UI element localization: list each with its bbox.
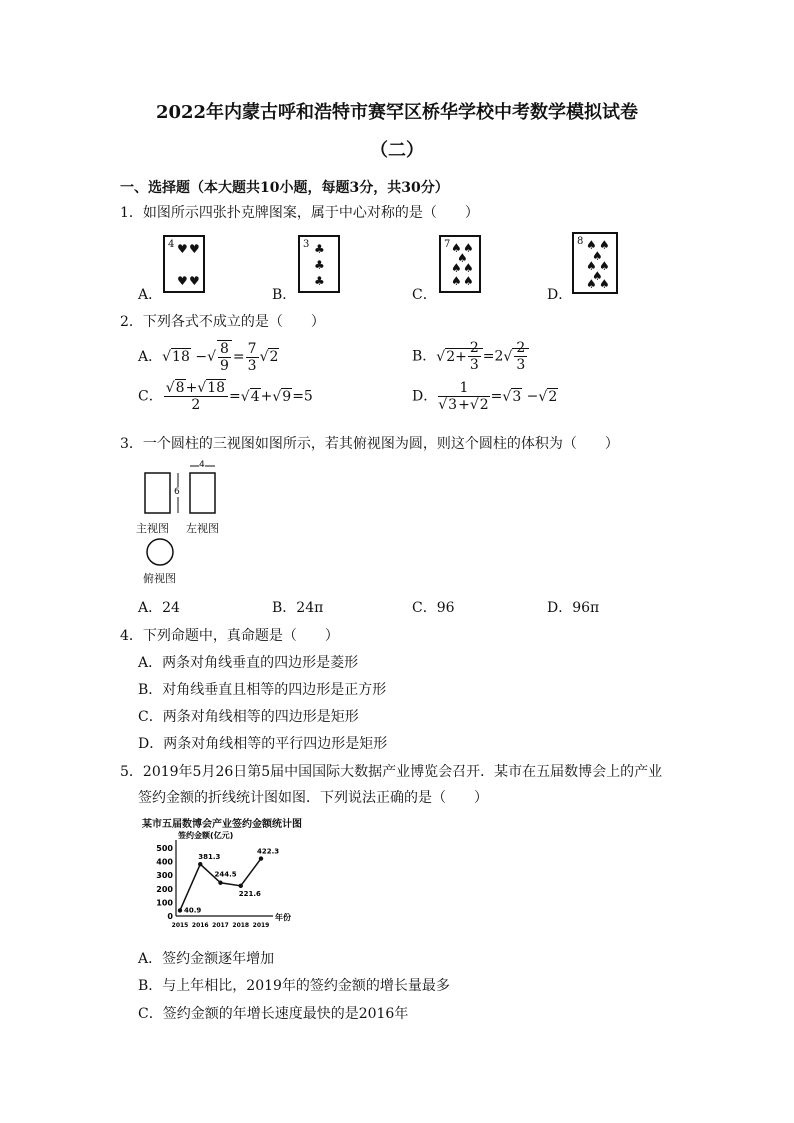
x-tick-label: 2018 [232, 922, 250, 929]
club-icon: ♣ [314, 258, 325, 272]
x-tick-label: 2019 [252, 922, 270, 929]
q4-option-a: A．两条对角线垂直的四边形是菱形 [138, 655, 359, 671]
dimension-width-label: 4 [199, 460, 205, 470]
q3-option-a: A．24 [138, 600, 180, 616]
y-tick-label: 200 [156, 884, 173, 894]
spade-icon: ♠ [463, 241, 474, 255]
q2-option-a: A．√ 18 −√ $\frac{8}{9}$ = $\frac{7}{3}$ √ 2 [138, 340, 279, 374]
question-5-stem-line2: 签约金额的折线统计图如图．下列说法正确的是（ ） [138, 790, 488, 806]
page-title: 2022年内蒙古呼和浩特市赛罕区桥华学校中考数学模拟试卷 [155, 102, 639, 123]
q1-option-d-label: D． [547, 287, 573, 303]
data-label: 244.5 [214, 870, 237, 879]
q2-option-c: C． √ $\frac{8+√ 18}{2}$ =√ 4+√ 9=5 [138, 380, 313, 413]
q2-option-b: B．√ 2+ $\frac{2}{3}$ =2√ $\frac{2}{3}$ [412, 340, 529, 373]
spade-icon: ♠ [463, 261, 474, 275]
data-label: 422.3 [257, 847, 280, 856]
data-point [239, 884, 243, 888]
y-axis-label: 签约金额(亿元) [178, 831, 234, 840]
dimension-height-label: 6 [174, 487, 180, 497]
q5-option-b: B．与上年相比，2019年的签约金额的增长量最多 [138, 978, 450, 994]
heart-icon: ♥ [189, 242, 200, 256]
card-rank: 7 [444, 239, 451, 250]
card-rank: 4 [168, 239, 175, 250]
q2-option-d: D． 1 √ 3+√ 2 =√ 3 −√ 2 [412, 380, 558, 413]
heart-icon: ♥ [177, 274, 188, 288]
q4-option-d: D．两条对角线相等的平行四边形是矩形 [138, 736, 388, 752]
question-5-stem-line1: 5．2019年5月26日第5届中国国际大数据产业博览会召开．某市在五届数博会上的产业 [120, 764, 663, 780]
q1-option-b-label: B． [272, 287, 297, 303]
heart-icon: ♥ [177, 242, 188, 256]
section-heading: 一、选择题（本大题共10小题，每题3分，共30分） [120, 180, 449, 196]
y-tick-label: 100 [156, 898, 173, 908]
spade-icon: ♠ [451, 274, 462, 288]
q2-option-a-label: A． [138, 349, 163, 365]
question-2-stem: 2．下列各式不成立的是（ ） [120, 314, 325, 330]
q3-option-d: D．96π [547, 600, 600, 616]
y-tick-label: 400 [156, 857, 173, 867]
left-view-rect [190, 473, 215, 513]
question-1-stem: 1．如图所示四张扑克牌图案，属于中心对称的是（ ） [120, 205, 479, 221]
spade-icon: ♠ [586, 259, 597, 273]
playing-card-c [439, 235, 481, 293]
y-tick-label: 300 [156, 871, 173, 881]
spade-icon: ♠ [457, 251, 468, 265]
playing-card-a [163, 235, 205, 293]
question-4-stem: 4．下列命题中，真命题是（ ） [120, 628, 339, 644]
spade-icon: ♠ [586, 277, 597, 291]
q1-option-c-label: C． [412, 287, 437, 303]
top-view-circle [147, 539, 173, 565]
x-tick-label: 2017 [212, 922, 229, 929]
card-rank: 8 [577, 236, 584, 247]
q5-option-a: A．签约金额逐年增加 [138, 951, 275, 967]
front-view-label: 主视图 [136, 522, 169, 535]
spade-icon: ♠ [451, 241, 462, 255]
x-tick-label: 2016 [191, 922, 209, 929]
card-rank: 3 [303, 239, 310, 250]
q2-option-d-label: D． [412, 388, 438, 405]
line-chart [140, 828, 300, 938]
data-point [218, 881, 222, 885]
spade-icon: ♠ [599, 259, 610, 273]
data-label: 381.3 [198, 853, 221, 862]
spade-icon: ♠ [599, 238, 610, 252]
q2-option-b-label: B． [412, 348, 437, 365]
spade-icon: ♠ [463, 274, 474, 288]
question-3-stem: 3．一个圆柱的三视图如图所示，若其俯视图为圆，则这个圆柱的体积为（ ） [120, 436, 619, 452]
spade-icon: ♠ [592, 249, 603, 263]
top-view-label: 俯视图 [143, 572, 176, 585]
spade-icon: ♠ [592, 269, 603, 283]
y-tick-label: 0 [167, 912, 173, 921]
spade-icon: ♠ [586, 238, 597, 252]
q4-option-c: C．两条对角线相等的四边形是矩形 [138, 709, 359, 725]
spade-icon: ♠ [599, 277, 610, 291]
q1-option-a-label: A． [138, 287, 163, 303]
x-axis-label: 年份 [275, 913, 291, 922]
y-tick-label: 500 [156, 844, 173, 853]
data-label: 40.9 [184, 906, 202, 915]
x-tick-label: 2015 [171, 922, 189, 929]
club-icon: ♣ [314, 274, 325, 288]
playing-card-d [572, 232, 618, 294]
data-point [178, 908, 182, 912]
data-point [259, 856, 263, 860]
club-icon: ♣ [314, 242, 325, 256]
q2-option-c-label: C． [138, 388, 163, 405]
spade-icon: ♠ [451, 261, 462, 275]
front-view-rect [145, 473, 170, 513]
playing-card-b [298, 235, 340, 293]
data-point [198, 862, 202, 866]
q3-option-c: C．96 [412, 600, 455, 616]
q3-option-b: B．24π [272, 600, 324, 616]
q5-option-c: C．签约金额的年增长速度最快的是2016年 [138, 1006, 409, 1022]
data-label: 221.6 [238, 889, 261, 898]
page-subtitle: （二） [370, 140, 424, 161]
chart-title: 某市五届数博会产业签约金额统计图 [142, 819, 302, 830]
heart-icon: ♥ [189, 274, 200, 288]
left-view-label: 左视图 [186, 522, 219, 535]
q4-option-b: B．对角线垂直且相等的四边形是正方形 [138, 682, 387, 698]
